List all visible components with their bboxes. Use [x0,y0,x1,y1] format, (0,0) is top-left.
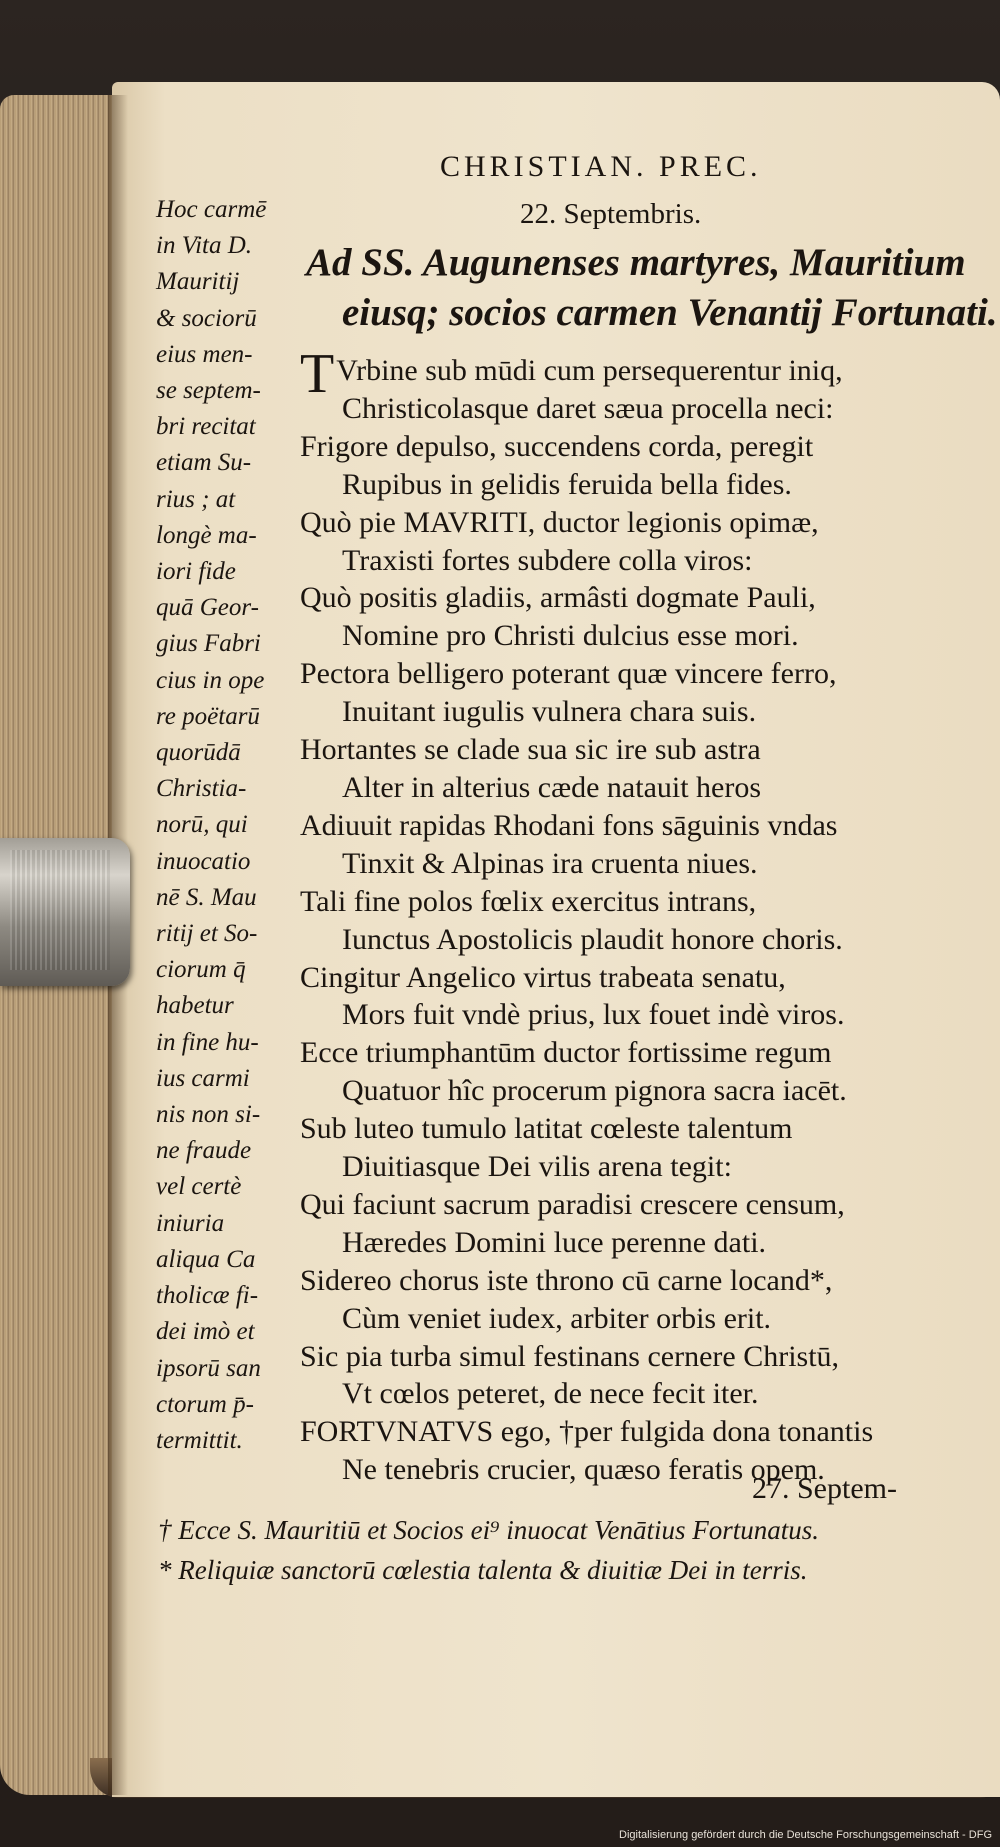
poem-line: Pectora belligero poterant quæ vincere ferro, [300,657,837,691]
poem-line: Frigore depulso, succendens corda, peregit [300,429,814,463]
footnotes [158,1510,968,1590]
poem-line: Alter in alterius cæde natauit heros [342,770,762,804]
marginal-note-line: iori fide [156,558,236,586]
marginal-note-line: Mauritij [156,268,240,296]
marginal-note-line: gius Fabri [156,630,261,658]
marginal-note-line: Hoc carmē [156,196,267,223]
marginal-note-line: nē S. Mau [156,883,257,911]
poem-line: Cingitur Angelico virtus trabeata senatu, [300,960,786,994]
poem-line: Quò positis gladiis, armâsti dogmate Pauli, [300,581,816,615]
poem-line: Christicolasque daret sæua procella neci: [342,391,834,425]
marginal-note-line: habetur [156,992,234,1020]
running-head: CHRISTIAN. PREC. [440,150,762,183]
marginal-note-line: ipsorū san [156,1354,261,1382]
marginal-note-line: nis non si- [156,1101,261,1129]
catchword: 27. Septem- [752,1472,897,1505]
poem-line: Cùm veniet iudex, arbiter orbis erit. [342,1301,772,1335]
poem [300,343,980,1489]
poem-line: Mors fuit vndè prius, lux fouet indè viros. [342,998,845,1032]
marginal-note-line: Christia- [156,775,247,803]
marginal-note [156,192,306,1459]
poem-line: Qui faciunt sacrum paradisi crescere censum, [300,1187,845,1221]
poem-line: Sub luteo tumulo latitat cœleste talentum [300,1112,793,1146]
poem-line: Sidereo chorus iste throno cū carne locand*, [300,1263,833,1297]
marginal-note-line: ius carmi [156,1064,250,1092]
poem-line: Ne tenebris crucier, quæso feratis opem. [342,1453,825,1487]
marginal-note-line: ritij et So- [156,920,258,948]
marginal-note-line: bri recitat [156,413,256,441]
poem-line: Iunctus Apostolicis plaudit honore choris. [342,922,843,956]
marginal-note-line: re poëtarū [156,702,260,730]
poem-line: Vt cœlos peteret, de nece fecit iter. [342,1377,759,1411]
marginal-note-line: iniuria [156,1209,225,1237]
marginal-note-line: cius in ope [156,666,265,694]
poem-line: Diuitiasque Dei vilis arena tegit: [342,1150,732,1184]
poem-line: Hæredes Domini luce perenne dati. [342,1225,767,1259]
marginal-note-line: eius men- [156,340,253,368]
marginal-note-line: vel certè [156,1173,242,1201]
title-line-1: Ad SS. Augunenses martyres, Mauritium [306,241,966,284]
marginal-note-line: dei imò et [156,1318,255,1346]
poem-line: Quatuor hîc procerum pignora sacra iacēt. [342,1074,847,1108]
marginal-note-line: tholicæ fi- [156,1282,259,1310]
marginal-note-line: termittit. [156,1426,243,1454]
footnote-dagger: † Ecce S. Mauritiū et Socios ei⁹ inuocat Venātius Fortunatus. [158,1515,820,1545]
marginal-note-line: aliqua Ca [156,1245,256,1273]
marginal-note-line: se septem- [156,377,261,405]
poem-line: Ecce triumphantūm ductor fortissime regum [300,1036,832,1070]
digitization-credit: Digitalisierung gefördert durch die Deutsche Forschungsgemeinschaft - DFG [619,1829,992,1841]
poem-line: Sic pia turba simul festinans cernere Christū, [300,1339,840,1373]
poem-line: Adiuuit rapidas Rhodani fons sāguinis vndas [300,808,838,842]
poem-line [300,343,980,405]
marginal-note-line: in Vita D. [156,232,253,260]
drop-cap: T [300,343,335,405]
marginal-note-line: in fine hu- [156,1028,259,1056]
marginal-note-line: ctorum p̄- [156,1390,254,1418]
poem-line: Rupibus in gelidis feruida bella fides. [342,467,792,501]
date-heading: 22. Septembris. [520,198,702,230]
marginal-note-line: longè ma- [156,521,257,549]
marginal-note-line: quorūdā [156,739,241,767]
poem-line: Tinxit & Alpinas ira cruenta niues. [342,846,758,880]
marginal-note-line: inuocatio [156,847,251,875]
marginal-note-line: rius ; at [156,485,236,513]
marginal-note-line: norū, qui [156,811,248,839]
poem-line: Hortantes se clade sua sic ire sub astra [300,733,761,767]
poem-line: Inuitant iugulis vulnera chara suis. [342,695,757,729]
marginal-note-line: ciorum q̄ [156,956,246,984]
poem-line: Tali fine polos fœlix exercitus intrans, [300,884,757,918]
metal-clasp [0,838,130,986]
marginal-note-line: & sociorū [156,304,257,332]
marginal-note-line: etiam Su- [156,449,252,477]
poem-line: Quò pie MAVRITI, ductor legionis opimæ, [300,505,819,539]
footnote-asterisk: * Reliquiæ sanctorū cœlestia talenta & diuitiæ Dei in terris. [158,1555,808,1585]
title-line-2: eiusq; socios carmen Venantij Fortunati. [342,291,998,334]
poem-line: Traxisti fortes subdere colla viros: [342,543,753,577]
poem-line: FORTVNATVS ego, †per fulgida dona tonantis [300,1415,874,1449]
marginal-note-line: ne fraude [156,1137,252,1165]
marginal-note-line: quā Geor- [156,594,259,622]
poem-line: Nomine pro Christi dulcius esse mori. [342,619,799,653]
poem-first-line: Vrbine sub mūdi cum persequerentur iniq, [336,354,843,387]
